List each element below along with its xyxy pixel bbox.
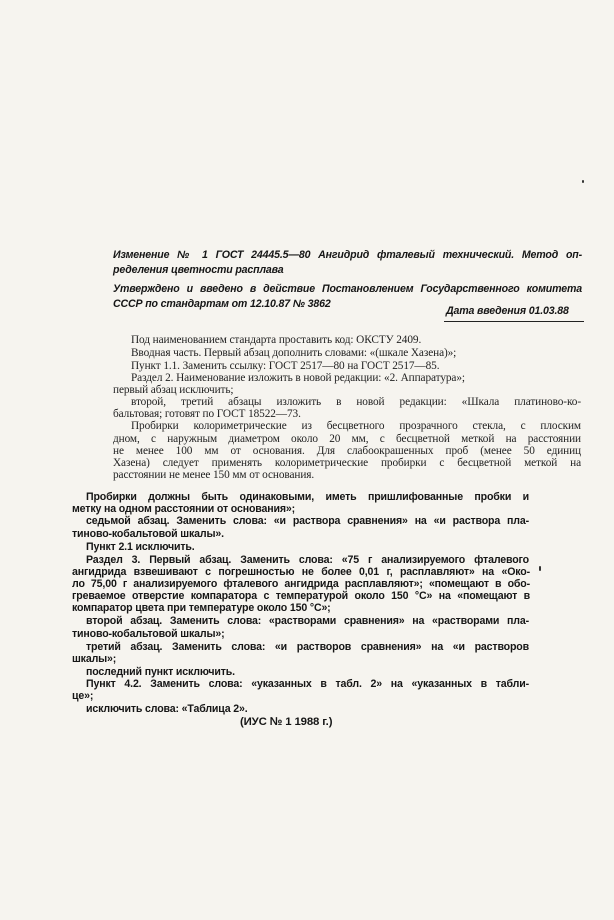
body-line-7: бальтовая; готовят по ГОСТ 18522—73.	[113, 408, 301, 420]
body-line-23: второй абзац. Заменить слова: «растворами сравнения» на «растворами пла-	[86, 615, 529, 627]
body-line-30: исключить слова: «Таблица 2».	[86, 703, 248, 715]
body-line-3: Пункт 1.1. Заменить ссылку: ГОСТ 2517—80 на ГОСТ 2517—85.	[131, 360, 440, 372]
amendment-title-line-1: Изменение № 1 ГОСТ 24445.5—80 Ангидрид фталевый технический. Метод оп-	[113, 249, 582, 261]
body-line-24: тиново-кобальтовой шкалы»;	[72, 628, 225, 640]
body-line-21: греваемое отверстие компаратора с температурой около 150 °С» на «помещают в	[72, 590, 530, 602]
body-line-9: дном, с наружным диаметром около 20 мм, с бесцветной меткой на расстоянии	[113, 433, 581, 445]
amendment-title-line-2: ределения цветности расплава	[113, 264, 284, 276]
effective-date-underline	[444, 321, 584, 322]
approval-line-2: СССР по стандартам от 12.10.87 № 3862	[113, 298, 331, 310]
effective-date: Дата введения 01.03.88	[446, 305, 569, 317]
body-line-12: расстоянии не менее 150 мм от основания.	[113, 469, 315, 481]
body-line-8: Пробирки колориметрические из бесцветного прозрачного стекла, с плоским	[131, 420, 581, 432]
body-line-4: Раздел 2. Наименование изложить в новой редакции: «2. Аппаратура»;	[131, 372, 465, 384]
body-line-5: первый абзац исключить;	[113, 384, 234, 396]
body-line-16: тиново-кобальтовой шкалы».	[72, 528, 224, 540]
source-reference: (ИУС № 1 1988 г.)	[240, 716, 333, 728]
approval-line-1: Утверждено и введено в действие Постановлением Государственного комитета	[113, 283, 582, 295]
body-line-11: Хазена) следует применять колориметрические пробирки с бесцветной меткой на	[113, 457, 581, 469]
scan-speck	[539, 566, 541, 571]
scan-speck	[582, 180, 584, 183]
body-line-26: шкалы»;	[72, 653, 117, 665]
body-line-22: компаратор цвета при температуре около 150 °С»;	[72, 602, 331, 614]
body-line-19: ангидрида взвешивают с погрешностью не более 0,01 г, расплавляют» на «Око-	[72, 566, 530, 578]
body-line-15: седьмой абзац. Заменить слова: «и раствора сравнения» на «и раствора пла-	[86, 515, 529, 527]
body-line-14: метку на одном расстоянии от основания»;	[72, 503, 295, 515]
body-line-17: Пункт 2.1 исключить.	[86, 541, 195, 553]
body-line-13: Пробирки должны быть одинаковыми, иметь пришлифованные пробки и	[86, 491, 529, 503]
body-line-6: второй, третий абзацы изложить в новой редакции: «Шкала платиново-ко-	[131, 396, 581, 408]
body-line-27: последний пункт исключить.	[86, 666, 235, 678]
body-line-10: не менее 100 мм от основания. Для слабоокрашенных проб (менее 50 единиц	[113, 445, 581, 457]
body-line-20: ло 75,00 г анализируемого фталевого ангидрида расплавляют»; «помещают в обо-	[72, 578, 530, 590]
body-line-25: третий абзац. Заменить слова: «и растворов сравнения» на «и растворов	[86, 641, 529, 653]
body-line-1: Под наименованием стандарта проставить код: ОКСТУ 2409.	[131, 334, 422, 346]
body-line-28: Пункт 4.2. Заменить слова: «указанных в табл. 2» на «указанных в табли-	[86, 678, 529, 690]
body-line-2: Вводная часть. Первый абзац дополнить словами: «(шкале Хазена)»;	[131, 347, 457, 359]
body-line-29: це»;	[72, 690, 94, 702]
body-line-18: Раздел 3. Первый абзац. Заменить слова: «75 г анализируемого фталевого	[86, 554, 529, 566]
